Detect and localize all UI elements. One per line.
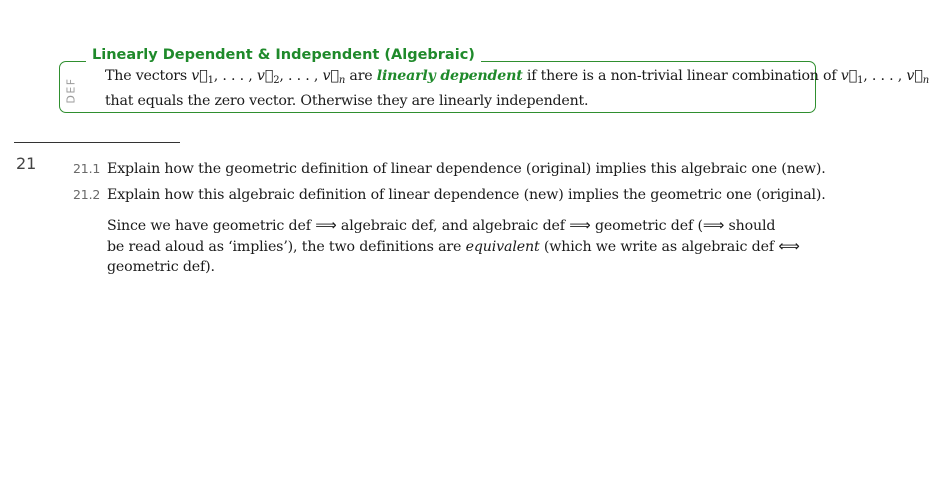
answer-line-2: [107, 236, 819, 257]
question-item: [73, 185, 826, 205]
vec-subscript: n: [338, 75, 346, 86]
answer-line-3: geometric def).: [107, 259, 215, 275]
answer-line-1: [107, 215, 819, 236]
vec-symbol: v⃗: [256, 68, 274, 84]
section-divider: [14, 142, 180, 143]
question-item: [73, 159, 826, 179]
implies-arrow-icon: ⟹: [702, 216, 725, 234]
def-text-part1: The vectors: [105, 68, 192, 84]
answer-text: geometric def (: [590, 218, 703, 234]
answer-text: be read aloud as ‘implies’), the two definitions are: [107, 239, 466, 255]
ellipsis: , . . . ,: [279, 68, 323, 84]
def-text-part3: if there is a non-trivial linear combination of: [522, 68, 841, 84]
question-text: Explain how this algebraic definition of linear dependence (new) implies the geometric one (original).: [107, 187, 826, 203]
question-number: 21.2: [73, 187, 101, 202]
def-text-part2: are: [345, 68, 377, 84]
iff-arrow-icon: ⟺: [778, 237, 800, 255]
definition-line-1: [105, 66, 929, 91]
implies-arrow-icon: ⟹: [315, 216, 337, 234]
answer-text: algebraic def, and algebraic def: [336, 218, 570, 234]
definition-term: linearly dependent: [376, 68, 523, 84]
answer-text: (which we write as algebraic def: [539, 239, 779, 255]
answer-text: Since we have geometric def: [107, 218, 316, 234]
ellipsis: , . . . ,: [213, 68, 257, 84]
vector-vn: [906, 68, 929, 84]
definition-title: Linearly Dependent & Independent (Algebraic): [86, 45, 481, 65]
vec-symbol: v⃗: [322, 68, 339, 84]
vec-subscript: 1: [207, 75, 214, 86]
question-number: 21.1: [73, 161, 101, 176]
answer-text: should: [724, 218, 776, 234]
vector-v1: [841, 68, 864, 84]
vec-symbol: v⃗: [840, 68, 858, 84]
ellipsis: , . . . ,: [863, 68, 907, 84]
vector-v1: [191, 68, 214, 84]
vector-vn: [323, 68, 346, 84]
question-text: Explain how the geometric definition of linear dependence (original) implies this algebraic one (new).: [107, 161, 826, 177]
emphasis-equivalent: equivalent: [465, 239, 540, 255]
implies-arrow-icon: ⟹: [569, 216, 591, 234]
definition-side-label: [64, 76, 78, 104]
vec-subscript: 2: [273, 75, 280, 86]
vec-symbol: v⃗: [906, 68, 923, 84]
vec-subscript: 1: [857, 75, 864, 86]
problem-number: 21: [16, 154, 37, 173]
answer-paragraph: [107, 215, 819, 277]
vec-symbol: v⃗: [191, 68, 208, 84]
def-label-text: DEF: [64, 76, 78, 104]
vec-subscript: n: [922, 75, 929, 86]
definition-line-2: that equals the zero vector. Otherwise they are linearly independent.: [105, 93, 589, 109]
vector-v2: [257, 68, 280, 84]
definition-body: [105, 66, 929, 112]
